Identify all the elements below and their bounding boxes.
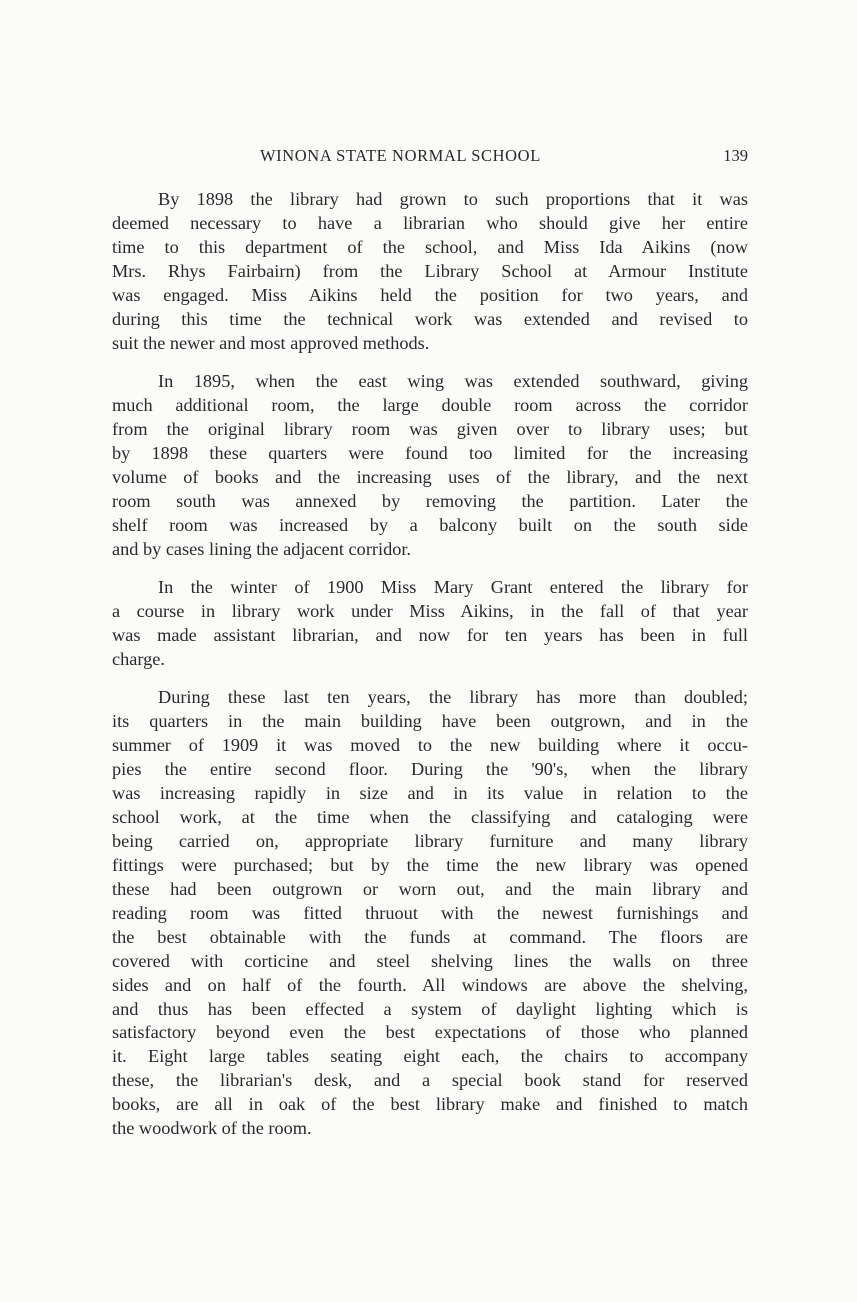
text-line: and by cases lining the adjacent corridor.	[112, 538, 411, 559]
body-text	[112, 188, 748, 1141]
paragraph-gap	[112, 356, 748, 371]
text-line: a course in library work under Miss Aikins, in the fall of that year	[112, 601, 748, 621]
text-line: deemed necessary to have a librarian who should give her entire	[112, 212, 748, 233]
text-line: it. Eight large tables seating eight each, the chairs to accompany	[112, 1046, 748, 1067]
text-line: by 1898 these quarters were found too limited for the increasing	[112, 442, 748, 463]
text-line: volume of books and the increasing uses of the library, and the next	[112, 466, 748, 487]
paragraph-2	[112, 370, 748, 562]
text-line: suit the newer and most approved methods.	[112, 332, 430, 353]
text-line: reading room was fitted thruout with the newest furnishings and	[112, 902, 748, 923]
text-line: pies the entire second floor. During the '90's, when the library	[112, 759, 748, 780]
text-line: time to this department of the school, and Miss Ida Aikins (now	[112, 236, 748, 257]
text-line: from the original library room was given over to library uses; but	[112, 418, 748, 439]
text-line: covered with corticine and steel shelving lines the walls on three	[112, 950, 748, 971]
running-head	[112, 146, 752, 170]
text-line: In the winter of 1900 Miss Mary Grant entered the library for	[158, 577, 748, 598]
text-line: was increasing rapidly in size and in its value in relation to the	[112, 783, 748, 804]
text-line: charge.	[112, 648, 165, 669]
text-line: being carried on, appropriate library furniture and many library	[112, 830, 748, 851]
text-line: During these last ten years, the library has more than doubled;	[158, 687, 748, 708]
text-line: during this time the technical work was extended and revised to	[112, 308, 748, 329]
text-line: sides and on half of the fourth. All windows are above the shelving,	[112, 974, 748, 995]
paragraph-gap	[112, 562, 748, 577]
paragraph-1	[112, 188, 748, 356]
text-line: was made assistant librarian, and now for ten years has been in full	[112, 624, 748, 645]
text-line: satisfactory beyond even the best expectations of those who planned	[112, 1022, 748, 1043]
text-line: these, the librarian's desk, and a special book stand for reserved	[112, 1070, 748, 1091]
text-line: Mrs. Rhys Fairbairn) from the Library School at Armour Institute	[112, 260, 748, 281]
paragraph-3	[112, 576, 748, 672]
page-number: 139	[723, 146, 748, 165]
text-line: shelf room was increased by a balcony built on the south side	[112, 514, 748, 535]
text-line: summer of 1909 it was moved to the new building where it occu-	[112, 735, 748, 756]
running-title: WINONA STATE NORMAL SCHOOL	[260, 146, 541, 165]
text-line: the woodwork of the room.	[112, 1118, 312, 1139]
paragraph-gap	[112, 672, 748, 687]
text-line: room south was annexed by removing the partition. Later the	[112, 490, 748, 511]
text-line: its quarters in the main building have been outgrown, and in the	[112, 711, 748, 732]
text-line: school work, at the time when the classifying and cataloging were	[112, 807, 748, 827]
text-line: and thus has been effected a system of daylight lighting which is	[112, 998, 748, 1019]
text-line: much additional room, the large double room across the corridor	[112, 395, 748, 415]
text-line: these had been outgrown or worn out, and the main library and	[112, 878, 748, 899]
text-line: In 1895, when the east wing was extended southward, giving	[158, 371, 748, 392]
text-line: fittings were purchased; but by the time the new library was opened	[112, 854, 748, 875]
text-line: was engaged. Miss Aikins held the position for two years, and	[112, 284, 748, 305]
paragraph-4	[112, 686, 748, 1141]
text-line: books, are all in oak of the best library make and finished to match	[112, 1094, 748, 1115]
text-line: the best obtainable with the funds at command. The floors are	[112, 926, 748, 947]
text-line: By 1898 the library had grown to such proportions that it was	[158, 189, 748, 209]
